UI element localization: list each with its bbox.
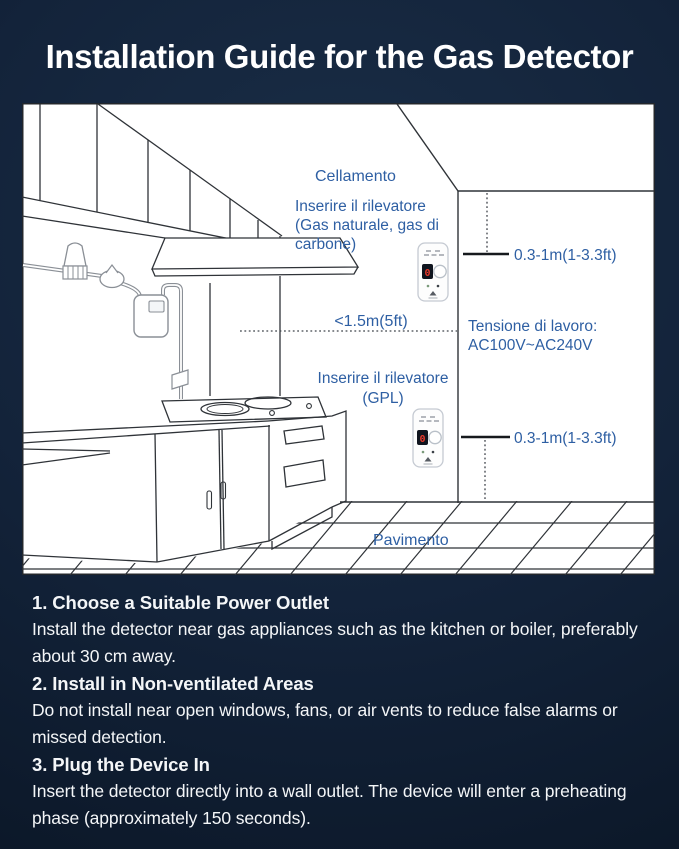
- diagram-panel: [22, 103, 655, 575]
- instructions-section: [32, 589, 657, 832]
- detector-button: [434, 265, 446, 277]
- detector-digit: 0: [419, 434, 426, 445]
- label-voltage-line2: AC100V~AC240V: [468, 337, 593, 354]
- instruction-step-2: [32, 670, 657, 751]
- label-insert-natural-line1: Inserire il rilevatore: [295, 198, 426, 215]
- step-3-heading: 3. Plug the Device In: [32, 754, 210, 775]
- gas-detector-bottom-illustration: [413, 409, 443, 467]
- floor-tiles: [22, 501, 655, 575]
- label-insert-lpg-line1: Inserire il rilevatore: [317, 370, 449, 387]
- page-title: Installation Guide for the Gas Detector: [45, 38, 634, 75]
- detector-digit: 0: [424, 268, 431, 279]
- label-floor: Pavimento: [373, 532, 449, 549]
- instruction-step-1: [32, 589, 657, 670]
- label-insert-lpg-line2: (GPL): [362, 390, 404, 407]
- label-insert-natural-line3: carbone): [295, 236, 357, 253]
- step-1-body: Install the detector near gas appliances such as the kitchen or boiler, preferably about 30 cm away.: [32, 619, 638, 666]
- step-1-heading: 1. Choose a Suitable Power Outlet: [32, 592, 329, 613]
- step-2-body: Do not install near open windows, fans, or air vents to reduce false alarms or missed detection.: [32, 700, 618, 747]
- detector-button: [429, 431, 441, 443]
- kitchen-diagram-svg: [22, 103, 655, 575]
- label-distance-stove: <1.5m(5ft): [334, 313, 408, 330]
- kitchen-counter: [22, 411, 346, 562]
- step-2-heading: 2. Install in Non-ventilated Areas: [32, 673, 314, 694]
- label-ceiling: Cellamento: [315, 168, 396, 185]
- pipe-valve: [172, 370, 188, 389]
- label-distance-bottom: 0.3-1m(1-3.3ft): [514, 430, 617, 447]
- label-voltage-line1: Tensione di lavoro:: [468, 318, 598, 335]
- label-insert-natural-line2: (Gas naturale, gas di: [295, 217, 439, 234]
- step-3-body: Insert the detector directly into a wall outlet. The device will enter a preheating phase (approximately 150 seconds).: [32, 781, 627, 828]
- overhead-cabinets: [22, 104, 282, 249]
- label-distance-top: 0.3-1m(1-3.3ft): [514, 247, 617, 264]
- gas-detector-top-illustration: [418, 243, 448, 301]
- instruction-step-3: [32, 751, 657, 832]
- gas-valve-knob: [64, 243, 86, 266]
